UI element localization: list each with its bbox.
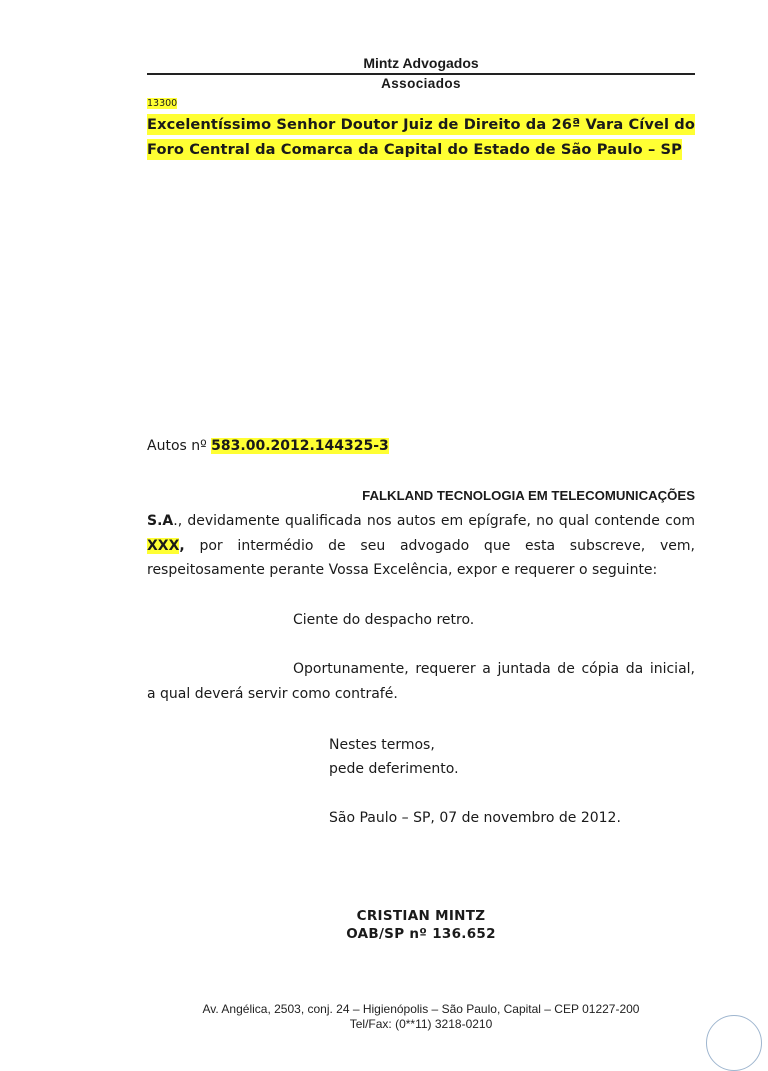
case-number-line [147,436,389,456]
reference-code-text: 13300 [147,98,178,109]
intro-comma: , [179,537,185,554]
header-divider [147,73,695,75]
reference-code [147,98,177,110]
addressee-block [147,112,695,162]
case-number: 583.00.2012.144325-3 [211,438,389,454]
party-suffix: S.A [147,513,174,529]
footer-address: Av. Angélica, 2503, conj. 24 – Higienópolis – São Paulo, Capital – CEP 01227-200 [202,1002,640,1016]
intro-text-1: ., devidamente qualificada nos autos em epígrafe, no qual contende com [173,513,695,529]
paragraph-intro [147,509,695,583]
addressee-line1: Excelentíssimo Senhor Doutor Juiz de Direito da 26ª Vara Cível do [147,116,695,133]
closing-line2: pede deferimento. [329,761,459,777]
closing-line1: Nestes termos, [329,737,435,753]
intro-text-2: por intermédio de seu advogado que esta subscreve, vem, respeitosamente perante Vossa Excelência, expor e requerer o seguinte: [147,537,695,578]
juntada-line1: Oportunamente, requerer a juntada de cópia da inicial, [293,661,695,677]
seal-stamp [706,1015,762,1071]
opposing-party-placeholder: XXX [147,537,180,554]
signer-name: CRISTIAN MINTZ [356,908,486,924]
signer-oab: OAB/SP nº 136.652 [346,926,496,942]
paragraph-juntada [147,657,695,706]
paragraph-ciente: Ciente do despacho retro. [293,612,475,628]
firm-name-line2: Associados [381,76,461,91]
case-number-label: Autos nº [147,438,212,454]
party-name-line: FALKLAND TECNOLOGIA EM TELECOMUNICAÇÕES [362,488,695,503]
place-and-date: São Paulo – SP, 07 de novembro de 2012. [329,810,621,826]
firm-name-line1: Mintz Advogados [363,55,479,71]
addressee-line2: Foro Central da Comarca da Capital do Estado de São Paulo – SP [147,141,682,158]
footer-phone: Tel/Fax: (0**11) 3218-0210 [349,1017,493,1031]
juntada-line2: a qual deverá servir como contrafé. [147,685,398,702]
